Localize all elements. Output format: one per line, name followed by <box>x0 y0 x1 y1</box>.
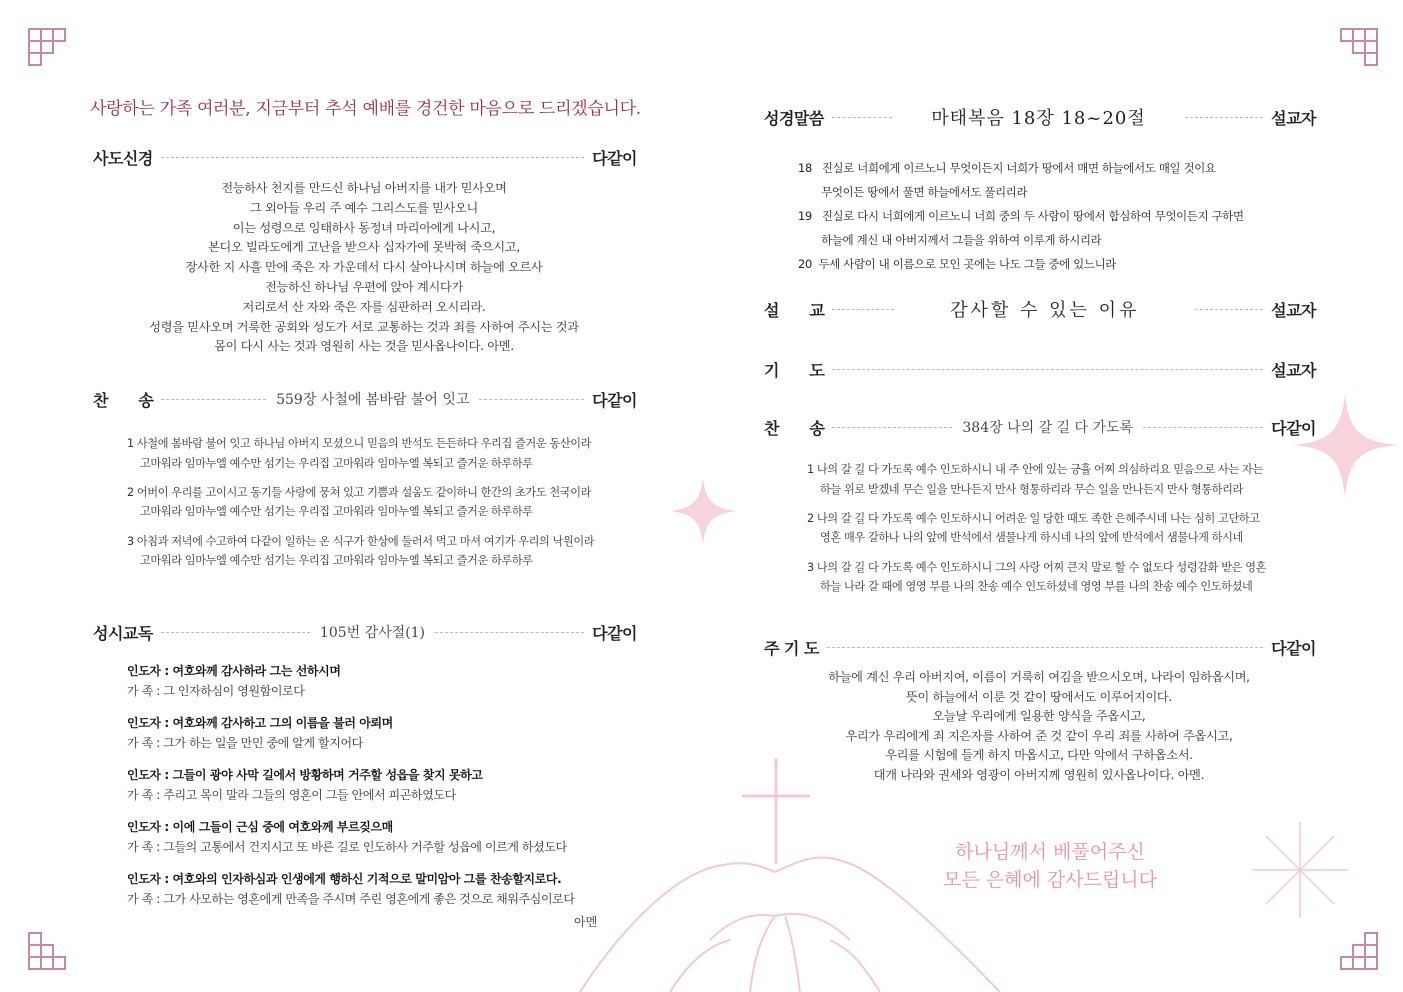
text-line: 우리를 시험에 들게 하지 마옵시고, 다만 악에서 구하옵소서. <box>885 748 1193 763</box>
hymn-verse <box>807 460 1266 499</box>
reading-pair <box>127 661 575 701</box>
section-header-sermon <box>764 298 1316 320</box>
text-line: 전능하신 하나님 우편에 앉아 계시다가 <box>265 279 463 294</box>
leader-line: 인도자 : 여호와께 감사하고 그의 이름을 불러 아뢰며 <box>127 716 393 730</box>
section-title: 성경말씀 <box>764 108 824 128</box>
reading-pair <box>127 765 575 805</box>
closing-message <box>900 838 1200 894</box>
text-line: 우리가 우리에게 죄 지은자를 사하여 준 것 같이 우리 죄를 사하여 주옵시고, <box>845 728 1233 743</box>
verse-line: 3 나의 갈 길 다 가도록 예수 인도하시니 그의 사랑 어찌 큰지 말로 할 수 없도다 성령감화 받은 영혼 <box>807 560 1267 574</box>
hymn-verse <box>127 483 594 522</box>
verse-line: 고마워라 임마누엘 예수만 섬기는 우리집 고마워라 임마누엘 복되고 즐거운 하루하루 <box>140 554 533 568</box>
text-line: 장사한 지 사흘 만에 죽은 자 가운데서 다시 살아나시며 하늘에 오르사 <box>185 260 543 275</box>
reading-title: 105번 감사절(1) <box>319 625 426 641</box>
star-burst-icon <box>1250 820 1350 920</box>
dotted-leader <box>832 427 952 428</box>
section-title: 기 도 <box>764 360 825 380</box>
section-performer: 다같이 <box>592 623 637 643</box>
dotted-leader <box>827 647 1263 648</box>
section-performer: 다같이 <box>1271 638 1316 658</box>
amen-text: 아멘 <box>574 915 598 929</box>
dotted-leader <box>1143 427 1263 428</box>
verse-line: 1 나의 갈 길 다 가도록 예수 인도하시니 내 주 안에 있는 긍휼 어찌 의심하리요 믿음으로 사는 자는 <box>807 463 1263 476</box>
section-performer: 다같이 <box>592 148 637 168</box>
scripture-line: 19 진실로 다시 너희에게 이르노니 너희 중의 두 사람이 땅에서 합심하여 무엇이든지 구하면 <box>798 209 1244 223</box>
corner-ornament-icon <box>1338 930 1378 970</box>
text-line: 뜻이 하늘에서 이룬 것 같이 땅에서도 이루어지이다. <box>906 689 1172 704</box>
hymn-title: 559장 사철에 봄바람 불어 잇고 <box>276 392 470 408</box>
section-performer: 다같이 <box>592 390 638 410</box>
section-header-responsive-reading <box>93 621 637 643</box>
hymn-verse <box>807 558 1266 597</box>
hymn-verse <box>807 509 1266 548</box>
leader-line: 인도자 : 그들이 광야 사막 길에서 방황하며 거주할 성읍을 찾지 못하고 <box>127 768 483 782</box>
text-line: 오늘날 우리에게 일용한 양식을 주옵시고, <box>932 709 1146 724</box>
section-performer: 다같이 <box>1271 418 1317 438</box>
section-header-creed <box>93 146 637 168</box>
corner-ornament-icon <box>1338 28 1378 68</box>
section-title: 설 교 <box>764 300 825 320</box>
verse-line: 3 아침과 저녁에 수고하여 다같이 일하는 온 식구가 한상에 둘러서 먹고 마셔 여기가 우리의 낙원이라 <box>127 534 595 548</box>
dotted-leader <box>1195 309 1263 310</box>
dotted-leader <box>161 632 310 633</box>
responsive-reading <box>127 661 575 921</box>
verse-line: 고마워라 임마누엘 예수만 섬기는 우리집 고마워라 임마누엘 복되고 즐거운 하루하루 <box>140 505 533 519</box>
sparkle-icon <box>1288 388 1403 503</box>
section-header-scripture <box>764 106 1316 128</box>
section-title: 찬 송 <box>764 418 825 438</box>
dotted-leader <box>832 369 1263 370</box>
lords-prayer-text <box>764 668 1314 786</box>
scripture-line: 하늘에 계신 내 아버지께서 그들을 위하여 이루게 하시리라 <box>798 233 1102 247</box>
section-header-hymn <box>764 416 1316 438</box>
leader-line: 인도자 : 여호와의 인자하심과 인생에게 행하신 기적으로 말미암아 그를 찬송할지로다. <box>127 872 562 886</box>
leader-line: 인도자 : 이에 그들이 근심 중에 여호와께 부르짖으매 <box>127 820 393 834</box>
section-header-prayer <box>764 358 1316 380</box>
closing-line: 하나님께서 베풀어주신 <box>955 841 1145 863</box>
scripture-line: 20 두세 사람이 내 이름으로 모인 곳에는 나도 그들 중에 있느니라 <box>798 257 1117 271</box>
dotted-leader <box>1185 117 1263 118</box>
scripture-line: 무엇이든 땅에서 풀면 하늘에서도 풀리리라 <box>798 185 1028 199</box>
hymn-verses <box>807 460 1266 606</box>
verse-line: 영혼 매우 갈하나 나의 앞에 반석에서 샘물나게 하시네 나의 앞에 반석에서 샘물나게 하시네 <box>820 531 1243 545</box>
verse-line: 1 사철에 봄바람 불어 잇고 하나님 아버지 모셨으니 믿음의 반석도 든든하다 우리집 즐거운 동산이라 <box>127 437 592 450</box>
leader-line: 인도자 : 여호와께 감사하라 그는 선하시며 <box>127 664 341 678</box>
dotted-leader <box>161 157 584 158</box>
section-title: 성시교독 <box>93 623 153 643</box>
sermon-subject: 감사할 수 있는 이유 <box>950 300 1140 321</box>
hymn-verse <box>127 434 594 473</box>
section-performer: 설교자 <box>1271 300 1316 320</box>
family-line: 가 족 : 그가 사모하는 영혼에게 만족을 주시며 주린 영혼에게 좋은 것으로 채워주심이로다 <box>127 892 575 906</box>
section-header-lords-prayer <box>764 636 1316 658</box>
text-line: 대개 나라와 권세와 영광이 아버지께 영원히 있사옵나이다. 아멘. <box>873 767 1205 782</box>
reading-pair <box>127 713 575 753</box>
text-line: 그 외아들 우리 주 예수 그리스도를 믿사오니 <box>250 200 478 215</box>
verse-line: 하늘 위로 받겠네 무슨 일을 만나든지 만사 형통하리라 무슨 일을 만나든지 만사 형통하리라 <box>820 482 1243 496</box>
verse-line: 2 어버이 우리를 고이시고 동기들 사랑에 뭉쳐 있고 기쁨과 설움도 같이하니 한간의 초가도 천국이라 <box>127 485 592 499</box>
scripture-passage: 마태복음 18장 18~20절 <box>931 108 1146 129</box>
family-line: 가 족 : 주리고 목이 말라 그들의 영혼이 그들 안에서 피곤하였도다 <box>127 788 456 802</box>
text-line: 본디오 빌라도에게 고난을 받으사 십자가에 못박혀 죽으시고, <box>208 240 520 255</box>
text-line: 저리로서 산 자와 죽은 자를 심판하러 오시리라. <box>242 299 486 314</box>
corner-ornament-icon <box>28 28 68 68</box>
section-title: 주 기 도 <box>764 638 820 658</box>
section-performer: 설교자 <box>1271 108 1316 128</box>
verse-line: 2 나의 갈 길 다 가도록 예수 인도하시니 어려운 일 당한 때도 족한 은혜주시네 나는 심히 고단하고 <box>807 511 1260 525</box>
text-line: 하늘에 계신 우리 아버지여, 이름이 거룩히 여김을 받으시오며, 나라이 임하옵시며, <box>828 670 1250 684</box>
family-line: 가 족 : 그 인자하심이 영원함이로다 <box>127 684 305 698</box>
corner-ornament-icon <box>28 930 68 970</box>
family-line: 가 족 : 그가 하는 일을 만민 중에 알게 할지어다 <box>127 736 363 750</box>
dotted-leader <box>832 117 892 118</box>
dotted-leader <box>832 309 894 310</box>
scripture-text <box>798 156 1244 276</box>
scripture-line: 18 진실로 너희에게 이르노니 무엇이든지 너희가 땅에서 매면 하늘에서도 매일 것이요 <box>798 161 1216 175</box>
sparkle-icon <box>668 476 738 546</box>
verse-line: 고마워라 임마누엘 예수만 섬기는 우리집 고마워라 임마누엘 복되고 즐거운 하루하루 <box>140 456 533 470</box>
section-title: 찬 송 <box>93 390 154 410</box>
closing-line: 모든 은혜에 감사드립니다 <box>943 869 1157 891</box>
verse-line: 하늘 나라 갈 때에 영영 부를 나의 찬송 예수 인도하셨네 영영 부를 나의 찬송 예수 인도하셨네 <box>820 580 1253 594</box>
text-line: 성령을 믿사오며 거룩한 공회와 성도가 서로 교통하는 것과 죄를 사하여 주시는 것과 <box>149 319 579 334</box>
section-title: 사도신경 <box>93 148 153 168</box>
reading-pair <box>127 869 575 909</box>
hymn-title: 384장 나의 갈 길 다 가도록 <box>962 420 1134 436</box>
dotted-leader <box>435 632 584 633</box>
dotted-leader <box>161 399 266 400</box>
family-line: 가 족 : 그들의 고통에서 건지시고 또 바른 길로 인도하사 거주할 성읍에 이르게 하셨도다 <box>127 840 567 854</box>
reading-pair <box>127 817 575 857</box>
section-performer: 설교자 <box>1271 360 1316 380</box>
intro-text: 사랑하는 가족 여러분, 지금부터 추석 예배를 경건한 마음으로 드리겠습니다. <box>90 99 641 119</box>
dotted-leader <box>479 399 584 400</box>
section-header-hymn <box>93 388 637 410</box>
text-line: 몸이 다시 사는 것과 영원히 사는 것을 믿사옵나이다. 아멘. <box>214 339 514 354</box>
text-line: 전능하사 천지를 만드신 하나님 아버지를 내가 믿사오며 <box>221 181 507 195</box>
hymn-verse <box>127 532 594 571</box>
text-line: 이는 성령으로 잉태하사 동정녀 마리아에게 나시고, <box>232 220 496 235</box>
hymn-verses <box>127 434 594 580</box>
creed-text <box>90 179 638 357</box>
